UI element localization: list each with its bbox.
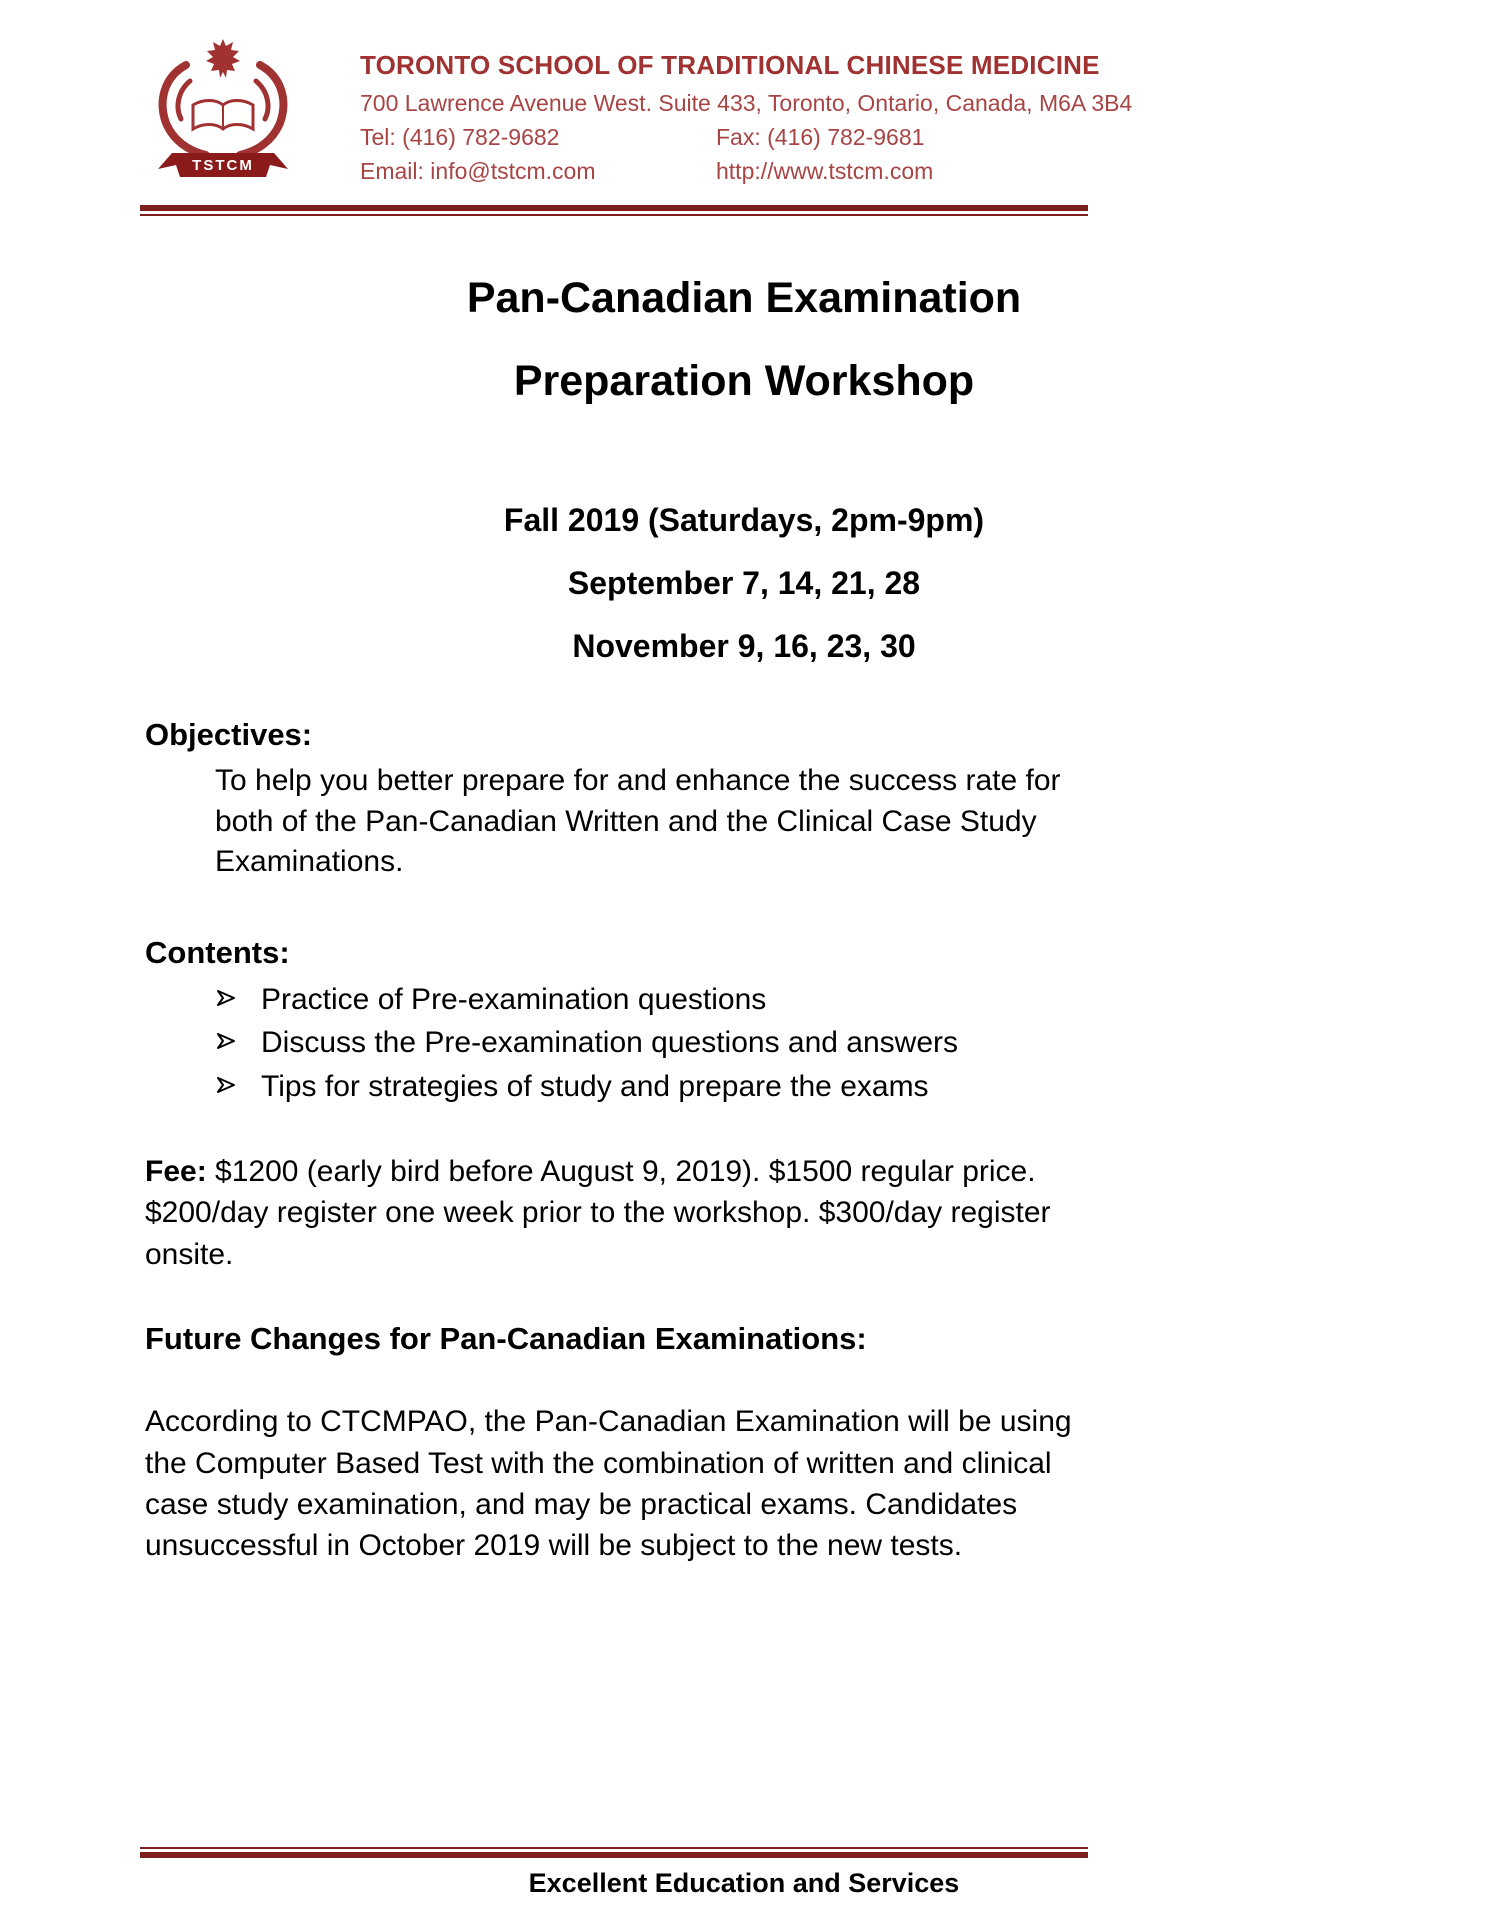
arrow-bullet-icon — [215, 1074, 261, 1096]
letterhead-text — [360, 36, 1132, 193]
arrow-bullet-icon — [215, 987, 261, 1009]
arrow-bullet-icon — [215, 1030, 261, 1052]
schedule-term: Fall 2019 (Saturdays, 2pm-9pm) — [503, 502, 985, 538]
contents-heading: Contents: — [145, 934, 290, 970]
school-crest-icon — [148, 36, 298, 188]
fee-paragraph — [145, 1151, 1055, 1275]
header-divider — [140, 205, 1088, 216]
list-item — [215, 981, 1488, 1019]
list-item — [215, 1068, 1488, 1106]
document-footer — [0, 1847, 1488, 1925]
document-title-line2: Preparation Workshop — [513, 357, 975, 405]
website-link[interactable]: http://www.tstcm.com — [716, 158, 934, 184]
document-body — [0, 665, 1488, 1567]
school-logo — [148, 36, 298, 193]
list-item — [215, 1024, 1488, 1062]
school-name: TORONTO SCHOOL OF TRADITIONAL CHINESE MEDICINE — [360, 50, 1100, 80]
letterhead — [0, 0, 1488, 193]
objectives-paragraph: To help you better prepare for and enhance the success rate for both of the Pan-Canadian Written and the Clinical Case Study Examinations. — [215, 764, 1061, 878]
logo-banner-text: TSTCM — [192, 157, 254, 174]
future-changes-heading: Future Changes for Pan-Canadian Examinations: — [145, 1321, 867, 1357]
document-title-line1: Pan-Canadian Examination — [466, 274, 1022, 322]
contents-list — [215, 981, 1488, 1106]
fee-text: $1200 (early bird before August 9, 2019). $1500 regular price. $200/day register one week prior to the workshop. $300/day register onsite. — [145, 1155, 1051, 1271]
list-item-text: Discuss the Pre-examination questions and answers — [261, 1026, 959, 1059]
website-url[interactable] — [716, 158, 933, 185]
list-item-text: Practice of Pre-examination questions — [261, 982, 767, 1016]
school-address: 700 Lawrence Avenue West. Suite 433, Toronto, Ontario, Canada, M6A 3B4 — [360, 90, 1133, 116]
schedule-dates-september: September 7, 14, 21, 28 — [567, 565, 921, 601]
schedule-dates-november: November 9, 16, 23, 30 — [572, 628, 916, 664]
list-item-text: Tips for strategies of study and prepare the exams — [261, 1069, 929, 1103]
footer-slogan: Excellent Education and Services — [528, 1868, 960, 1898]
fee-label: Fee: — [145, 1155, 207, 1188]
maple-leaf-icon — [206, 39, 240, 78]
phone-number: Tel: (416) 782-9682 — [360, 124, 560, 150]
email-link[interactable]: Email: info@tstcm.com — [360, 158, 596, 184]
footer-divider — [140, 1847, 1088, 1858]
objectives-heading: Objectives: — [145, 717, 313, 752]
email-address[interactable] — [360, 158, 716, 185]
future-changes-paragraph: According to CTCMPAO, the Pan-Canadian Examination will be using the Computer Based Test with the combination of written and clinical case study examination, and may be practical exams. Candidates unsuccessful in October 2019 will be subject to the new tests. — [145, 1405, 1072, 1563]
fax-number: Fax: (416) 782-9681 — [716, 124, 925, 150]
